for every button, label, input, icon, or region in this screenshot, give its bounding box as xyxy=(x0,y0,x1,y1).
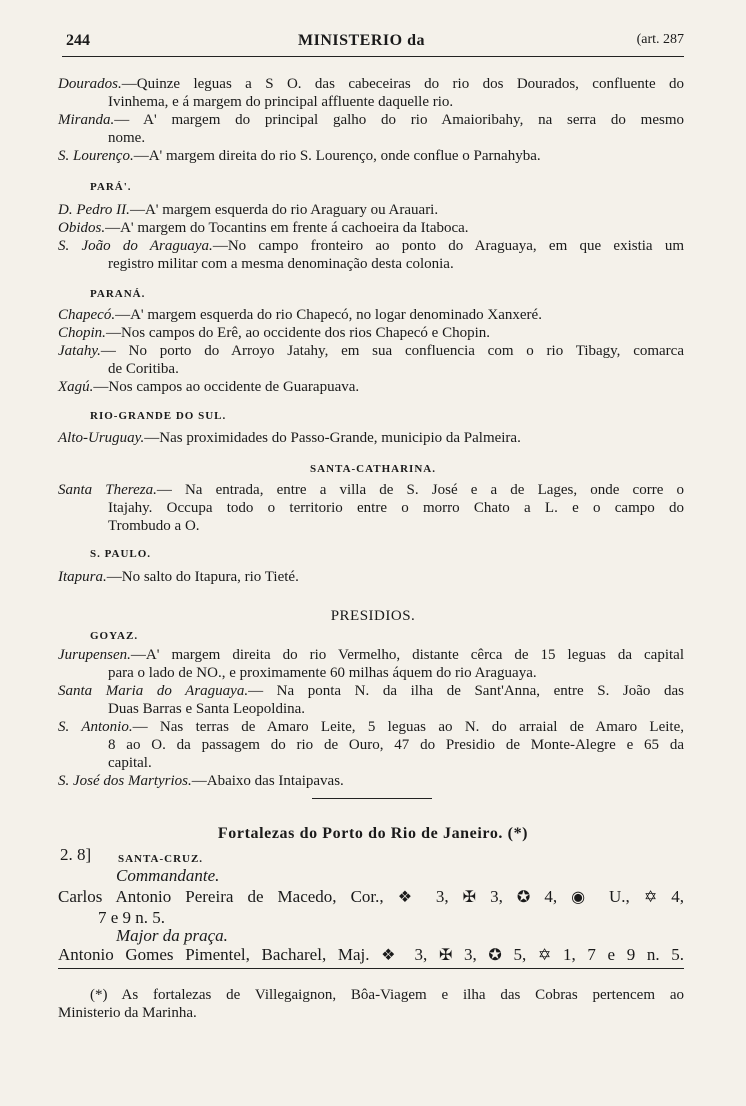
order-cross-icon: ✠ xyxy=(438,947,453,964)
person-carlos-antonio: Carlos Antonio Pereira de Macedo, Cor., ❖ 3, ✠ 3, ✪ 4, ◉ U., ✡ 4, xyxy=(58,887,685,906)
entry-d-pedro-ii: D. Pedro II.—A' margem esquerda do rio Araguary ou Arauari. xyxy=(58,202,439,218)
heading-sao-paulo: S. PAULO. xyxy=(90,548,152,560)
entry-xagu: Xagú.—Nos campos ao occidente de Guarapuava. xyxy=(58,379,360,395)
entry-chapeco: Chapecó.—A' margem esquerda do rio Chapecó, no logar denominado Xanxeré. xyxy=(58,307,542,323)
order-star-icon: ✡ xyxy=(643,889,658,906)
entry-number: 2. 8] xyxy=(60,845,92,864)
entry-chopin: Chopin.—Nos campos do Erê, ao occidente dos rios Chapecó e Chopin. xyxy=(58,325,491,341)
entry-miranda: Miranda.— A' margem do principal galho do rio Amaioribahy, na serra do mesmo xyxy=(58,112,684,128)
entry-santa-thereza-cont2: Trombudo a O. xyxy=(108,518,200,534)
order-medal-icon: ✪ xyxy=(516,889,531,906)
entry-dourados: Dourados.—Quinze leguas a S O. das cabeceiras do rio dos Dourados, confluente do xyxy=(58,76,684,92)
entry-s-lourenco: S. Lourenço.—A' margem direita do rio S. Lourenço, onde conflue o Parnahyba. xyxy=(58,148,541,164)
heading-santa-catharina: SANTA-CATHARINA. xyxy=(310,463,436,475)
entry-santa-thereza-cont1: Itajahy. Occupa todo o territorio entre o morro Chato a L. e o campo do xyxy=(108,500,684,516)
person-antonio-gomes: Antonio Gomes Pimentel, Bacharel, Maj. ❖ 3, ✠ 3, ✪ 5, ✡ 1, 7 e 9 n. 5. xyxy=(58,945,685,964)
order-cross-icon: ✠ xyxy=(462,889,477,906)
order-medal-icon: ✪ xyxy=(488,947,502,964)
running-title: MINISTERIO da xyxy=(298,32,425,49)
entry-s-antonio-cont1: 8 ao O. da passagem do rio de Ouro, 47 do Presidio de Monte-Alegre e 65 da xyxy=(108,737,684,753)
heading-santa-cruz: SANTA-CRUZ. xyxy=(118,853,204,865)
entry-santa-maria-araguaya-cont: Duas Barras e Santa Leopoldina. xyxy=(108,701,306,717)
section-divider xyxy=(312,798,432,799)
entry-santa-maria-araguaya: Santa Maria do Araguaya.— Na ponta N. da ilha de Sant'Anna, entre S. João das xyxy=(58,683,684,699)
entry-s-antonio-cont2: capital. xyxy=(108,755,152,771)
entry-s-jose-martyrios: S. José dos Martyrios.—Abaixo das Intaipavas. xyxy=(58,773,344,789)
order-rose-icon: ❖ xyxy=(381,947,403,964)
role-commandante: Commandante. xyxy=(116,866,220,885)
role-major-praca: Major da praça. xyxy=(116,926,228,945)
entry-itapura: Itapura.—No salto do Itapura, rio Tieté. xyxy=(58,569,299,585)
heading-fortalezas: Fortalezas do Porto do Rio de Janeiro. (*) xyxy=(217,825,529,842)
entry-jurupensen-cont: para o lado de NO., e proximamente 60 milhas áquem do rio Araguaya. xyxy=(108,665,537,681)
entry-s-joao-araguaya: S. João do Araguaya.—No campo fronteiro ao ponto do Araguaya, em que existia um xyxy=(58,238,684,254)
entry-obidos: Obidos.—A' margem do Tocantins em frente á cachoeira da Itaboca. xyxy=(58,220,469,236)
entry-miranda-cont: nome. xyxy=(108,130,146,146)
entry-s-joao-araguaya-cont: registro militar com a mesma denominação desta colonia. xyxy=(108,256,454,272)
heading-parana: PARANÁ. xyxy=(90,288,146,300)
entry-jatahy: Jatahy.— No porto do Arroyo Jatahy, em sua confluencia com o rio Tibagy, comarca xyxy=(58,343,684,359)
page-number: 244 xyxy=(66,32,90,49)
entry-jurupensen: Jurupensen.—A' margem direita do rio Vermelho, distante cêrca de 15 leguas da capital xyxy=(58,647,684,663)
entry-santa-thereza: Santa Thereza.— Na entrada, entre a villa de S. José e a de Lages, onde corre o xyxy=(58,482,684,498)
person-carlos-antonio-cont: 7 e 9 n. 5. xyxy=(98,908,166,927)
header-rule xyxy=(62,56,684,57)
footnote-line-2: Ministerio da Marinha. xyxy=(58,1005,197,1021)
entry-alto-uruguay: Alto-Uruguay.—Nas proximidades do Passo-Grande, municipio da Palmeira. xyxy=(58,430,521,446)
entry-s-antonio: S. Antonio.— Nas terras de Amaro Leite, 5 leguas ao N. do arraial de Amaro Leite, xyxy=(58,719,684,735)
entry-jatahy-cont: de Coritiba. xyxy=(108,361,179,377)
footnote-rule xyxy=(58,968,684,969)
heading-presidios: PRESIDIOS. xyxy=(330,608,416,624)
page-header xyxy=(66,32,684,54)
footnote-line-1: (*) As fortalezas de Villegaignon, Bôa-Viagem e ilha das Cobras pertencem ao xyxy=(90,987,684,1003)
order-star-icon: ✡ xyxy=(537,947,552,964)
order-rose-icon: ❖ xyxy=(397,889,422,906)
heading-para: PARÁ'. xyxy=(90,181,132,193)
heading-rio-grande-do-sul: RIO-GRANDE DO SUL. xyxy=(90,410,227,422)
entry-dourados-cont: Ivinhema, e á margem do principal affluente daquelle rio. xyxy=(108,94,454,110)
order-circle-icon: ◉ xyxy=(571,889,595,906)
article-ref: (art. 287 xyxy=(636,32,684,47)
heading-goyaz: GOYAZ. xyxy=(90,630,139,642)
